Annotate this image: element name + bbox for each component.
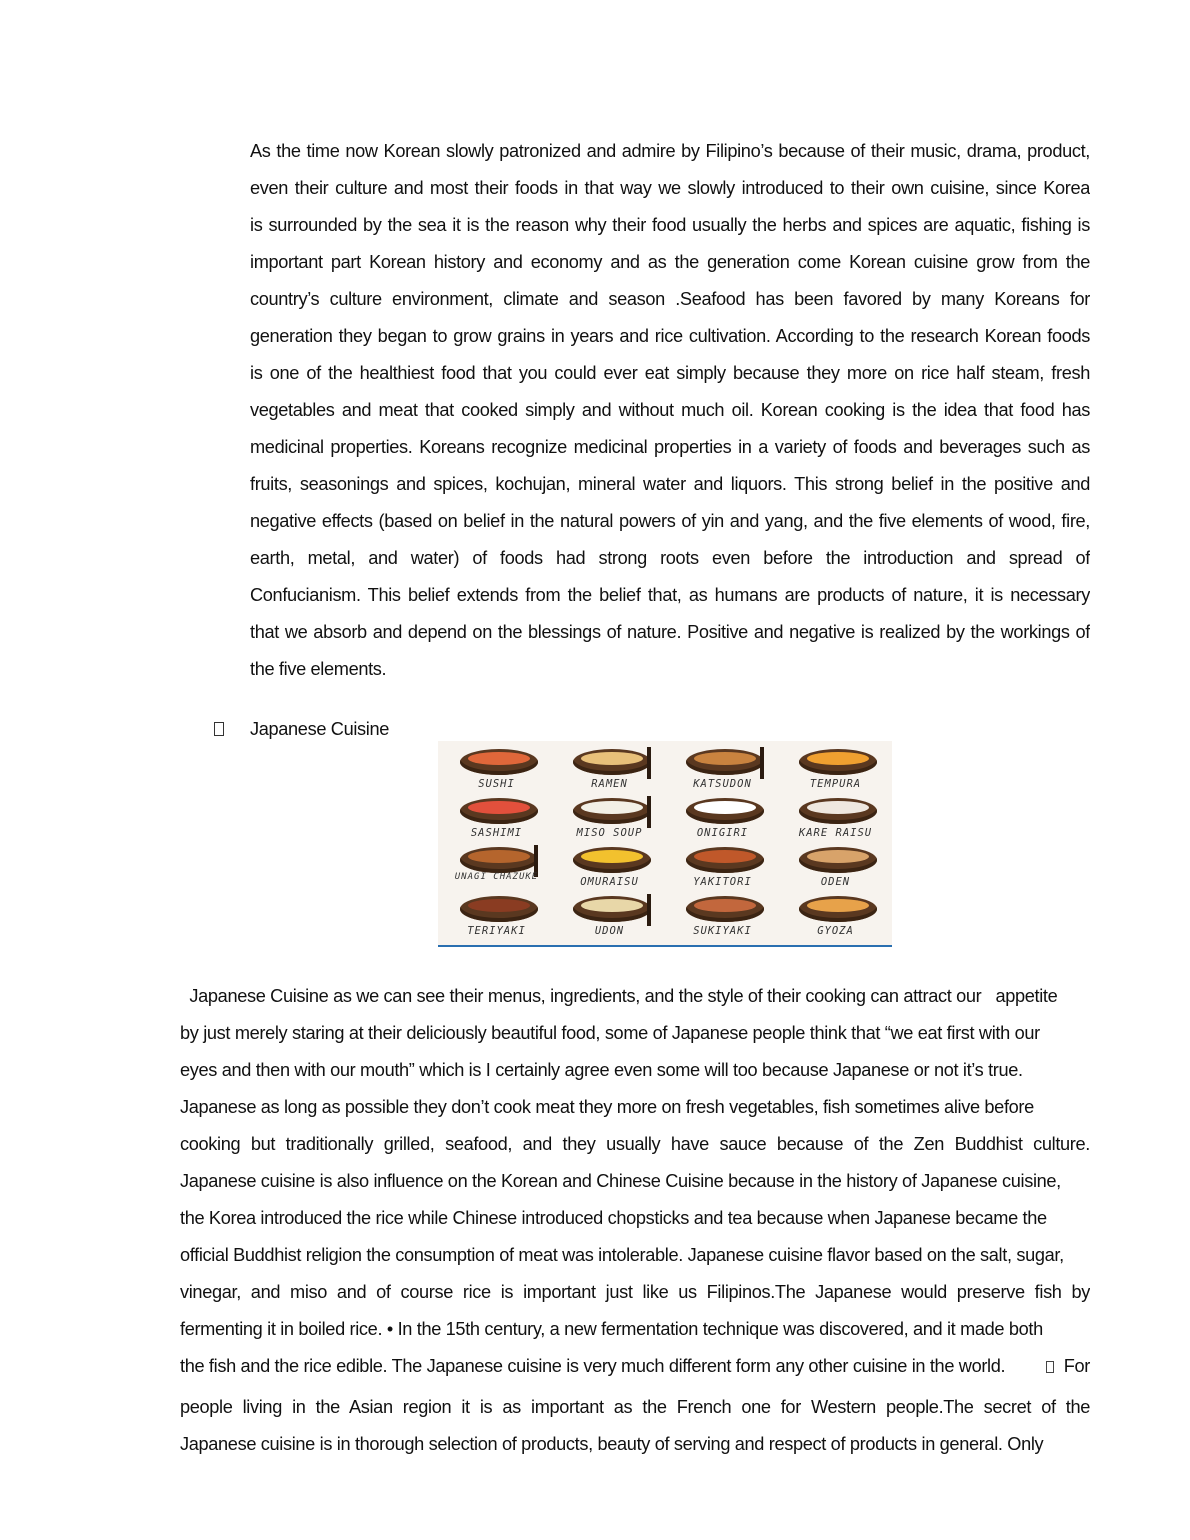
dish-label: SUSHI [478,778,515,790]
food-icon [694,899,756,912]
food-icon [694,752,756,765]
paragraph-line: Japanese Cuisine as we can see their menus, ingredients, and the style of their cooking can attract our appetite [180,986,1058,1006]
paragraph-line: official Buddhist religion the consumption of meat was intolerable. Japanese cuisine flavor based on the salt, sugar, [180,1245,1064,1265]
japanese-cuisine-paragraph [180,978,1090,1463]
paragraph-line: country’s culture environment, climate and season .Seafood has been favored by many Koreans for [250,289,1090,309]
section-heading: Japanese Cuisine [250,719,389,739]
paragraph-line: that we absorb and depend on the blessings of nature. Positive and negative is realized by the workings of [250,622,1090,642]
paragraph-line: is one of the healthiest food that you could ever eat simply because they more on rice half steam, fresh [250,363,1090,383]
dish-label: OMURAISU [580,876,639,888]
paragraph-line: Japanese cuisine is also influence on the Korean and Chinese Cuisine because in the history of Japanese cuisine, [180,1171,1061,1191]
dish-label: KARE RAISU [798,827,873,839]
food-icon [807,752,869,765]
dish-tempura [779,745,892,796]
chopsticks-icon [760,747,764,779]
chopsticks-icon [647,796,651,828]
food-icon [807,801,869,814]
paragraph-line: the Korea introduced the rice while Chinese introduced chopsticks and tea because when Japanese became the [180,1208,1047,1228]
food-icon [581,752,643,765]
dish-label: KATSUDON [693,778,752,790]
paragraph-line: fermenting it in boiled rice. • In the 15th century, a new fermentation technique was discovered, and it made both [180,1319,1043,1339]
food-icon [468,801,530,814]
japanese-food-illustration [438,741,892,947]
paragraph-line: generation they began to grow grains in years and rice cultivation. According to the research Korean foods [250,326,1090,346]
dish-gyoza [779,892,892,943]
dish-kare-raisu [779,794,892,845]
paragraph-line: cooking but traditionally grilled, seafood, and they usually have sauce because of the Zen Buddhist culture. [180,1134,1090,1154]
paragraph-line-tail [1046,1348,1090,1385]
paragraph-line: eyes and then with our mouth” which is I certainly agree even some will too because Japanese or not it’s true. [180,1060,1023,1080]
paragraph-line-text: the fish and the rice edible. The Japanese cuisine is very much different form any other cuisine in the world. [180,1356,1006,1376]
dish-udon [553,892,666,943]
dish-label: SUKIYAKI [693,925,752,937]
paragraph-line: vinegar, and miso and of course rice is important just like us Filipinos.The Japanese would preserve fish by [180,1282,1090,1302]
paragraph-line: As the time now Korean slowly patronized and admire by Filipino’s because of their music, drama, product, [250,141,1090,161]
food-icon [807,899,869,912]
paragraph-line-tail-text: For [1063,1356,1090,1376]
dish-label: RAMEN [591,778,628,790]
dish-label: GYOZA [817,925,854,937]
paragraph-line: even their culture and most their foods in that way we slowly introduced to their own cuisine, since Korea [250,178,1090,198]
paragraph-line: fruits, seasonings and spices, kochujan, mineral water and liquors. This strong belief in the positive and [250,474,1090,494]
paragraph-line: Japanese cuisine is in thorough selection of products, beauty of serving and respect of products in general. Only [180,1434,1044,1454]
dish-ramen [553,745,666,796]
food-icon [694,801,756,814]
dish-label: YAKITORI [693,876,752,888]
dish-miso-soup [553,794,666,845]
dish-yakitori [666,843,779,894]
chopsticks-icon [647,747,651,779]
paragraph-line: is surrounded by the sea it is the reason why their food usually the herbs and spices are aquatic, fishing is [250,215,1090,235]
food-icon [468,850,530,863]
bullet-box-icon [1046,1361,1054,1373]
paragraph-line [180,1348,1090,1385]
dish-oden [779,843,892,894]
dish-label: UDON [594,925,625,937]
food-icon [581,899,643,912]
food-icon [468,899,530,912]
dish-sushi [440,745,553,796]
dish-label: TEMPURA [809,778,862,790]
dish-katsudon [666,745,779,796]
dish-label: ODEN [820,876,851,888]
food-icon [581,801,643,814]
paragraph-line: important part Korean history and economy and as the generation come Korean cuisine grow from the [250,252,1090,272]
dish-sukiyaki [666,892,779,943]
dish-label: SASHIMI [470,827,523,839]
dish-label: MISO SOUP [576,827,643,839]
dish-label: TERIYAKI [467,925,526,937]
bullet-box-icon [214,722,224,736]
paragraph-line: people living in the Asian region it is as important as the French one for Western people.The secret of the [180,1397,1090,1417]
paragraph-line: earth, metal, and water) of foods had strong roots even before the introduction and spread of [250,548,1090,568]
dish-label: UNAGI CHAZUKE [454,872,539,882]
dish-omuraisu [553,843,666,894]
paragraph-line: Japanese as long as possible they don’t cook meat they more on fresh vegetables, fish sometimes alive before [180,1097,1034,1117]
paragraph-line: Confucianism. This belief extends from the belief that, as humans are products of nature, it is necessary [250,585,1090,605]
dish-sashimi [440,794,553,845]
chopsticks-icon [647,894,651,926]
dish-label: ONIGIRI [696,827,749,839]
paragraph-line: by just merely staring at their deliciously beautiful food, some of Japanese people think that “we eat first with our [180,1023,1040,1043]
dish-teriyaki [440,892,553,943]
food-icon [694,850,756,863]
dish-unagi-chazuke [440,843,553,894]
korean-cuisine-paragraph [250,133,1090,688]
paragraph-line: vegetables and meat that cooked simply and without much oil. Korean cooking is the idea that food has [250,400,1090,420]
paragraph-line: negative effects (based on belief in the natural powers of yin and yang, and the five elements of wood, fire, [250,511,1090,531]
food-icon [581,850,643,863]
food-icon [468,752,530,765]
dish-onigiri [666,794,779,845]
paragraph-line: medicinal properties. Koreans recognize medicinal properties in a variety of foods and beverages such as [250,437,1090,457]
food-icon [807,850,869,863]
paragraph-line: the five elements. [250,659,387,679]
